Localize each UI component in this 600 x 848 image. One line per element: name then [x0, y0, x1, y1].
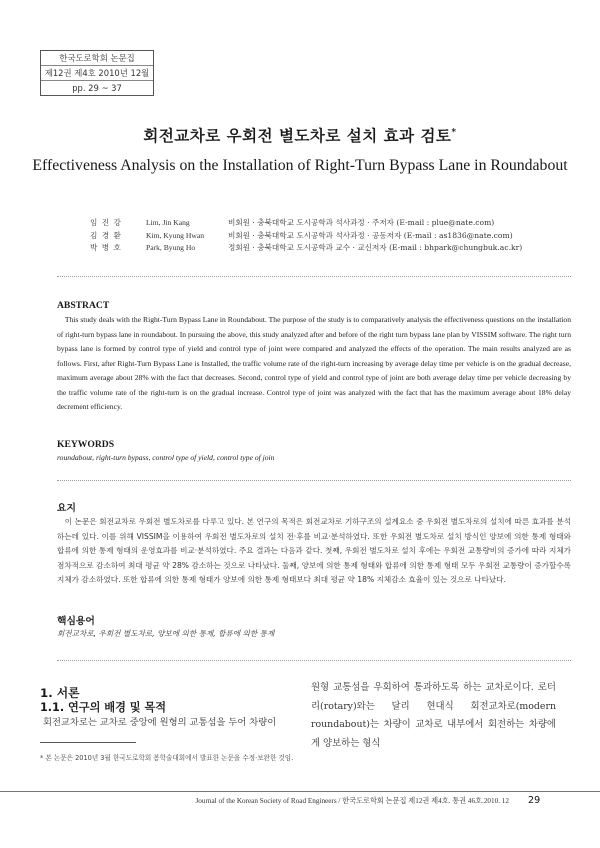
subsection-heading: 1.1. 연구의 배경 및 목적	[40, 701, 167, 714]
section-heading: 1. 서론	[40, 686, 80, 700]
english-title: Effectiveness Analysis on the Installation of Right-Turn Bypass Lane in Roundabout	[32, 157, 568, 174]
korean-title-text: 회전교차로 우회전 별도차로 설치 효과 검토	[143, 126, 452, 145]
abstract-text	[57, 313, 571, 415]
journal-volume: 제12권 제4호 2010년 12월	[41, 66, 153, 81]
title-footnote-mark: *	[451, 127, 457, 138]
body-text-left-content: 회전교차로는 교차로 중앙에 원형의 교통섬을 두어 차량이	[42, 717, 277, 728]
author-english-name: Park, Byung Ho	[146, 243, 196, 252]
author-english-name: Kim, Kyung Hwan	[146, 230, 205, 240]
keywords-text: roundabout, right-turn bypass, control type of yield, control type of join	[57, 453, 275, 462]
author-affiliation: 정회원 · 충북대학교 도시공학과 교수 · 교신저자 (E-mail : bhpark@chungbuk.ac.kr)	[228, 243, 523, 252]
author-korean-name: 박 병 호	[90, 243, 122, 252]
divider	[57, 276, 571, 277]
author-korean-name: 임 진 강	[90, 218, 122, 227]
footer-journal: Journal of the Korean Society of Road Engineers / 한국도로학회 논문집 제12권 제4호. 통권 46호.2010. 12	[195, 797, 509, 805]
footnote: * 본 논문은 2010년 3월 한국도로학회 봄학술대회에서 발표한 논문을 수정·보완한 것임.	[40, 754, 294, 762]
divider	[57, 480, 571, 481]
divider	[57, 660, 571, 661]
body-text-right: 원형 교통섬을 우회하여 통과하도록 하는 교차로이다. 로터리(rotary)와는 달리 현대식 회전교차로(modern roundabout)는 차량이 교차로 내부에서 회전하는 차량에게 양보하는 형식	[311, 682, 556, 749]
footer-rule	[0, 791, 600, 792]
footnote-rule	[40, 742, 136, 743]
page-number: 29	[528, 795, 541, 806]
abstract-heading: ABSTRACT	[57, 300, 110, 311]
core-terms-heading: 핵심용어	[57, 616, 95, 627]
author-korean-name: 김 경 환	[90, 230, 122, 240]
author-english-name: Lim, Jin Kang	[146, 218, 190, 227]
author-affiliation: 비회원 · 충북대학교 도시공학과 석사과정 · 공동저자 (E-mail : as1836@nate.com)	[228, 230, 513, 240]
summary-body: 이 논문은 회전교차로 우회전 별도차로를 다루고 있다. 본 연구의 목적은 회전교차로 기하구조의 설계요소 중 우회전 별도차로의 설치에 따른 효과를 분석하는데 있다. 이를 위해 VISSIM을 이용하여 우회전 별도차로의 설치 전·후를 비교·분석하였다. 또한 우회전 별도차로 설치 방식인 양보에 의한 통제 형태와 합류에 의한 통제 형태의 운영효과를 비교·분석하였다. 주요 결과는 다음과 같다. 첫째, 우회전 별도차로 설치 후에는 우회전 교통량비의 증가에 따라 지체가 점차적으로 감소하여 최대 평균 약 28% 감소하는 것으로 나타났다. 둘째, 양보에 의한 통제 형태와 합류에 의한 통제 형태 모두 우회전 교통량이 증가할수록 지체가 감소하였다. 또한 합류에 의한 통제 형태가 양보에 의한 통제 형태보다 최대 평균 약 18% 지체감소 효율이 있는 것으로 나타났다.	[57, 517, 571, 585]
abstract-body: This study deals with the Right-Turn Bypass Lane in Roundabout. The purpose of the study is to comparatively analysis the effectiveness questions on the installation of right-turn bypass lane in roundabout. In pursuing the above, this study analyzed after and before of the right turn bypass lane plan by VISSIM software. The right turn bypass lane is formed by control type of yield and control type of joint were compared and analyzed the effects of the operation. The main results analyzed are as follows. First, after Right-Turn Bypass Lane is Installed, the traffic volume rate of the right-turn increasing by average delay time per vehicle is on the gradual decrease, maximum average about 28% with the fact that decreases. Second, control type of yield and control type of joint are both average delay time per vehicle decreasing by the traffic volume rate of the right-turn is on the gradual increase. Control type of joint was analyzed with the fact that has the maximum average about 18% delay decrement efficiency.	[57, 315, 572, 411]
summary-text	[57, 515, 571, 588]
core-terms-text: 회전교차로, 우회전 별도차로, 양보에 의한 통제, 합류에 의한 통제	[57, 629, 275, 638]
journal-pages: pp. 29 ~ 37	[72, 83, 122, 93]
journal-info-box	[40, 50, 154, 96]
journal-name: 한국도로학회 논문집	[41, 51, 153, 66]
keywords-heading: KEYWORDS	[57, 439, 115, 450]
body-text-left	[40, 715, 290, 731]
summary-heading: 요지	[57, 503, 76, 514]
author-affiliation: 비회원 · 충북대학교 도시공학과 석사과정 · 주저자 (E-mail : plue@nate.com)	[228, 218, 495, 227]
korean-title	[0, 124, 600, 146]
